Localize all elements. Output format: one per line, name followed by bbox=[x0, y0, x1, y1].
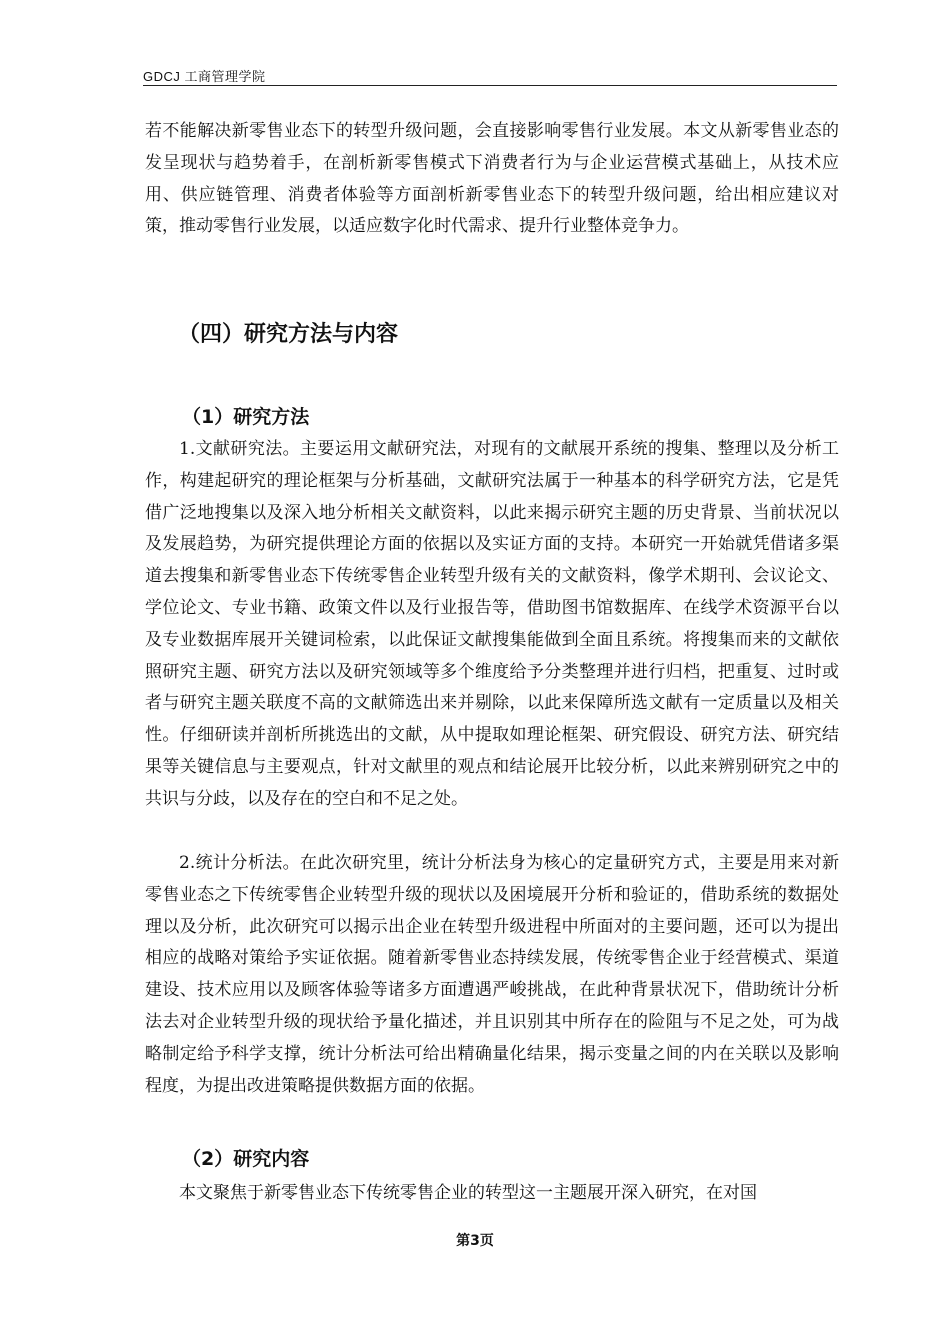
subheading-research-content: （2）研究内容 bbox=[182, 1148, 310, 1170]
intro-paragraph: 若不能解决新零售业态下的转型升级问题，会直接影响零售行业发展。本文从新零售业态的发呈现状与趋势着手，在剖析新零售模式下消费者行为与企业运营模式基础上，从技术应用、供应链管理、消费者体验等方面剖析新零售业态下的转型升级问题，给出相应建议对策，推动零售行业发展，以适应数字化时代需求、提升行业整体竞争力。 bbox=[145, 121, 839, 237]
subheading-research-methods: （1）研究方法 bbox=[182, 406, 310, 428]
literature-method-paragraph: 1.文献研究法。主要运用文献研究法，对现有的文献展开系统的搜集、整理以及分析工作，构建起研究的理论框架与分析基础，文献研究法属于一种基本的科学研究方法，它是凭借广泛地搜集以及深入地分析相关文献资料，以此来揭示研究主题的历史背景、当前状况以及发展趋势，为研究提供理论方面的依据以及实证方面的支持。本研究一开始就凭借诸多渠道去搜集和新零售业态下传统零售企业转型升级有关的文献资料，像学术期刊、会议论文、学位论文、专业书籍、政策文件以及行业报告等，借助图书馆数据库、在线学术资源平台以及专业数据库展开关键词检索，以此保证文献搜集能做到全面且系统。将搜集而来的文献依照研究主题、研究方法以及研究领域等多个维度给予分类整理并进行归档，把重复、过时或者与研究主题关联度不高的文献筛选出来并剔除，以此来保障所选文献有一定质量以及相关性。仔细研读并剖析所挑选出的文献，从中提取如理论框架、研究假设、研究方法、研究结果等关键信息与主要观点，针对文献里的观点和结论展开比较分析，以此来辨别研究之中的共识与分歧，以及存在的空白和不足之处。 bbox=[145, 439, 839, 809]
page-number: 第3页 bbox=[456, 1233, 494, 1249]
running-header: GDCJ 工商管理学院 bbox=[143, 69, 266, 84]
research-content-paragraph: 本文聚焦于新零售业态下传统零售企业的转型这一主题展开深入研究，在对国 bbox=[179, 1183, 757, 1203]
statistics-method-paragraph: 2.统计分析法。在此次研究里，统计分析法身为核心的定量研究方式，主要是用来对新零售业态之下传统零售企业转型升级的现状以及困境展开分析和验证的，借助系统的数据处理以及分析，此次研究可以揭示出企业在转型升级进程中所面对的主要问题，还可以为提出相应的战略对策给予实证依据。随着新零售业态持续发展，传统零售企业于经营模式、渠道建设、技术应用以及顾客体验等诸多方面遭遇严峻挑战，在此种背景状况下，借助统计分析法去对企业转型升级的现状给予量化描述，并且识别其中所存在的险阻与不足之处，可为战略制定给予科学支撑，统计分析法可给出精确量化结果，揭示变量之间的内在关联以及影响程度，为提出改进策略提供数据方面的依据。 bbox=[145, 853, 839, 1096]
header-divider bbox=[143, 85, 837, 86]
section-heading-methods-content: （四）研究方法与内容 bbox=[178, 322, 399, 347]
